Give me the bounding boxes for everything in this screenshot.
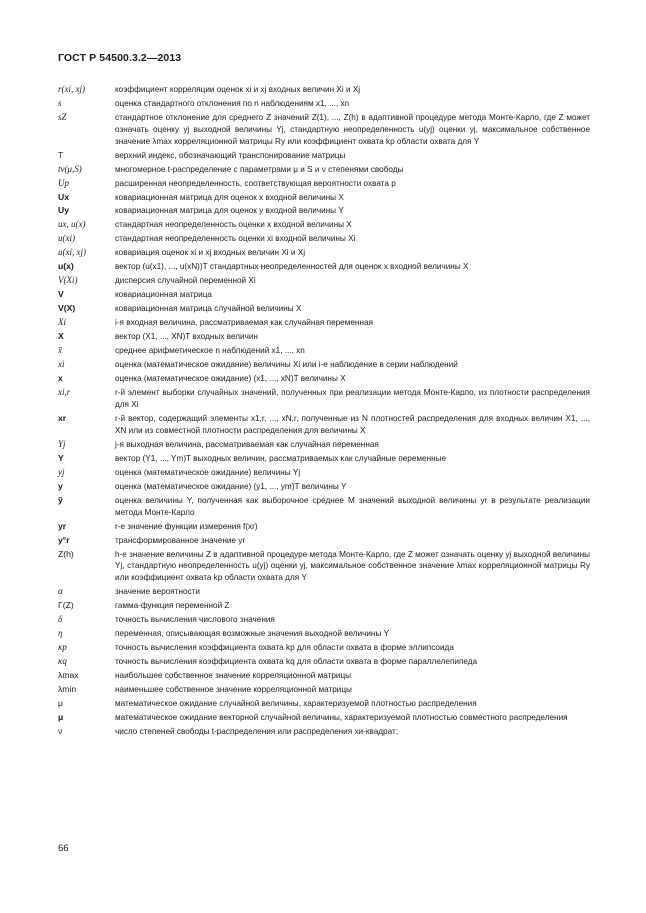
definition-text: j-я выходная величина, рассматриваемая как случайная переменная	[115, 439, 379, 449]
definition-symbol: Z(h)	[58, 548, 74, 559]
definition-symbol: u(xi)	[58, 233, 75, 244]
definition-text: точность вычисления коэффициента охвата kq для области охвата в форме параллелепипеда	[115, 657, 478, 667]
definition-symbol: y°r	[58, 534, 70, 545]
definition-symbol: yr	[58, 520, 67, 531]
definition-symbol: Ux	[58, 191, 69, 202]
definition-row	[58, 453, 590, 465]
definition-symbol: r(xi, xj)	[58, 84, 85, 94]
definition-text: трансформированное значение yr	[115, 535, 246, 545]
definition-row	[58, 670, 590, 682]
definition-symbol: λmin	[58, 684, 77, 694]
definition-text: ковариация оценок xi и xj входных величин Xi и Xj	[115, 248, 306, 258]
definition-row	[58, 303, 590, 315]
definition-text: точность вычисления числового значения	[115, 615, 275, 625]
definition-text: оценка (математическое ожидание) (x1, ..., xN)T величины X	[115, 374, 346, 384]
definition-row	[58, 413, 590, 437]
definition-symbol: tν(μ,S)	[58, 163, 82, 174]
definition-row	[58, 331, 590, 343]
definition-text: r-е значение функции измерения f(xr)	[115, 521, 258, 531]
definition-symbol: ux, u(x)	[58, 219, 86, 230]
definition-symbol: Xi	[58, 317, 66, 328]
definition-row	[58, 317, 590, 329]
definition-symbol: κq	[58, 656, 67, 667]
definition-symbol: T	[58, 149, 64, 160]
definition-text: r-й элемент выборки случайных значений, полученных при реализации метода Монте-Карло, из плотности распределения для Xi	[115, 388, 590, 410]
definition-text: расширенная неопределенность, соответствующая вероятности охвата p	[115, 178, 396, 188]
definition-symbol: X	[58, 331, 64, 342]
definition-row	[58, 84, 590, 96]
definition-text: оценка величины Y, полученная как выборочное среднее M значений выходной величины yr в результате реализации метода Монте-Карло	[115, 495, 590, 517]
definition-text: ковариационная матрица для оценок y входной величины Y	[115, 206, 344, 216]
definition-row	[58, 628, 590, 640]
document-header: ГОСТ Р 54500.3.2—2013	[58, 52, 182, 64]
definition-symbol: V(Xi)	[58, 275, 78, 286]
definition-symbol: ν	[58, 725, 63, 736]
definition-text: многомерное t-распределение с параметрами μ и S и ν степенями свободы	[115, 164, 404, 174]
definition-row	[58, 192, 590, 204]
symbol-definitions-list	[58, 84, 590, 740]
definition-row	[58, 684, 590, 696]
definition-symbol: u(x)	[58, 261, 74, 272]
definition-text: дисперсия случайной переменной Xi	[115, 276, 256, 286]
definition-symbol: y	[58, 480, 63, 491]
definition-text: математическое ожидание векторной случайной величины, характеризуемой плотностью совместного распределения	[115, 712, 568, 722]
definition-text: переменная, описывающая возможные значения выходной величины Y	[115, 629, 390, 639]
definition-row	[58, 247, 590, 259]
definition-symbol: x̄	[58, 345, 62, 356]
definition-row	[58, 261, 590, 273]
definition-text: r-й вектор, содержащий элементы x1,r, ..., xN,r, полученные из N плотностей распределения для входных величин X1, ..., XN или из совместной плотности распределения для величины X	[115, 414, 590, 435]
definition-row	[58, 656, 590, 668]
definition-row	[58, 373, 590, 385]
definition-text: оценка (математическое ожидание) величины Xi или i-е наблюдение в серии наблюдений	[115, 360, 458, 370]
definition-text: h-е значение величины Z в адаптивной процедуре метода Монте-Карло, где Z может означать оценку yj выходной величины Yj, стандартную неопределенность u(yj) оценки yj, максимальное собственное значение λmax корреляционной матрицы Ry или коэффициент охвата kp области охвата для Y	[115, 549, 590, 583]
definition-row	[58, 521, 590, 533]
definition-row	[58, 481, 590, 493]
definition-row	[58, 439, 590, 451]
definition-symbol: V(X)	[58, 303, 76, 314]
definition-symbol: Uy	[58, 205, 69, 216]
definition-text: вектор (Y1, ..., Ym)T выходных величин, рассматриваемых как случайные переменные	[115, 453, 447, 463]
definition-text: наименьшее собственное значение корреляционной матрицы	[115, 685, 352, 694]
definition-symbol: x	[58, 373, 63, 384]
definition-text: точность вычисления коэффициента охвата kp для области охвата в форме эллипсоида	[115, 643, 454, 653]
definition-row	[58, 614, 590, 626]
definition-symbol: u(xi, xj)	[58, 247, 86, 258]
definition-text: оценка (математическое ожидание) (y1, ..., ym)T величины Y	[115, 481, 347, 491]
definition-symbol: xi,r	[58, 387, 71, 398]
definition-symbol: μ	[58, 711, 64, 722]
definition-symbol: xr	[58, 413, 67, 424]
definition-text: верхний индекс, обозначающий транспонирование матрицы	[115, 150, 346, 160]
definition-row	[58, 164, 590, 176]
definition-row	[58, 642, 590, 654]
definition-row	[58, 600, 590, 612]
definition-text: среднее арифметическое n наблюдений x1, ..., xn	[115, 346, 305, 356]
definition-text: стандартное отклонение для среднего Z значений Z(1), ..., Z(h) в адаптивной процедуре метода Монте-Карло, где Z может означать оценку yj выходной величины Yj, стандартную неопределенность u(yj) оценки yj, максимальное собственное значение λmax корреляционной матрицы Ry или коэффициент охвата kp области охвата для Y	[115, 112, 590, 146]
definition-text: математическое ожидание случайной величины, характеризуемой плотностью распределения	[115, 698, 477, 708]
definition-text: оценка (математическое ожидание) величины Yj	[115, 467, 301, 477]
definition-row	[58, 150, 590, 162]
page-number: 66	[58, 843, 69, 854]
definition-symbol: η	[58, 628, 63, 639]
definition-symbol: δ	[58, 614, 63, 625]
definition-row	[58, 535, 590, 547]
definition-symbol: Up	[58, 177, 69, 188]
definition-row	[58, 467, 590, 479]
definition-text: ковариационная матрица	[115, 290, 212, 300]
definition-row	[58, 345, 590, 357]
definition-text: гамма-функция переменной Z	[115, 601, 230, 611]
definition-row	[58, 586, 590, 598]
definition-text: i-я входная величина, рассматриваемая как случайная переменная	[115, 318, 373, 328]
definition-row	[58, 549, 590, 584]
definition-text: число степеней свободы t-распределения или распределения хи-квадрат;	[115, 726, 398, 736]
definition-row	[58, 112, 590, 147]
definition-symbol: s	[58, 97, 62, 108]
definition-text: значение вероятности	[115, 587, 200, 597]
definition-row	[58, 205, 590, 217]
definition-row	[58, 359, 590, 371]
definition-row	[58, 233, 590, 245]
definition-symbol: λmax	[58, 670, 79, 681]
definition-symbol: sZ	[58, 111, 67, 122]
definition-symbol: α	[58, 586, 63, 597]
definition-symbol: μ	[58, 697, 63, 708]
definition-symbol: κp	[58, 642, 67, 653]
definition-row	[58, 712, 590, 724]
definition-symbol: Y	[58, 452, 64, 463]
definition-symbol: V	[58, 289, 64, 300]
definition-row	[58, 219, 590, 231]
definition-text: вектор (X1, ..., XN)T входных величин	[115, 332, 258, 342]
definition-row	[58, 698, 590, 710]
definition-row	[58, 178, 590, 190]
definition-text: стандартная неопределенность оценки xi входной величины Xi	[115, 234, 356, 244]
definition-text: коэффициент корреляции оценок xi и xj входных величин Xi и Xj	[115, 85, 361, 94]
definition-symbol: Γ(Z)	[58, 600, 74, 611]
definition-symbol: ỹ	[58, 494, 63, 505]
definition-text: вектор (u(x1), ..., u(xN))T стандартных неопределенностей для оценок x входной величины X	[115, 262, 469, 272]
definition-symbol: yj	[58, 466, 65, 477]
definition-row	[58, 726, 590, 738]
definition-text: оценка стандартного отклонения по n наблюдениям x1, ..., xn	[115, 98, 350, 108]
definition-row	[58, 289, 590, 301]
definition-text: ковариационная матрица случайной величины X	[115, 304, 302, 314]
definition-text: наибольшее собственное значение корреляционной матрицы	[115, 671, 352, 681]
definition-row	[58, 98, 590, 110]
definition-symbol: xi	[58, 359, 65, 370]
definition-symbol: Yj	[58, 438, 66, 449]
definition-text: ковариационная матрица для оценок x входной величины X	[115, 192, 344, 202]
definition-row	[58, 275, 590, 287]
definition-text: стандартная неопределенность оценки x входной величины X	[115, 220, 352, 230]
definition-row	[58, 387, 590, 411]
definition-row	[58, 495, 590, 519]
